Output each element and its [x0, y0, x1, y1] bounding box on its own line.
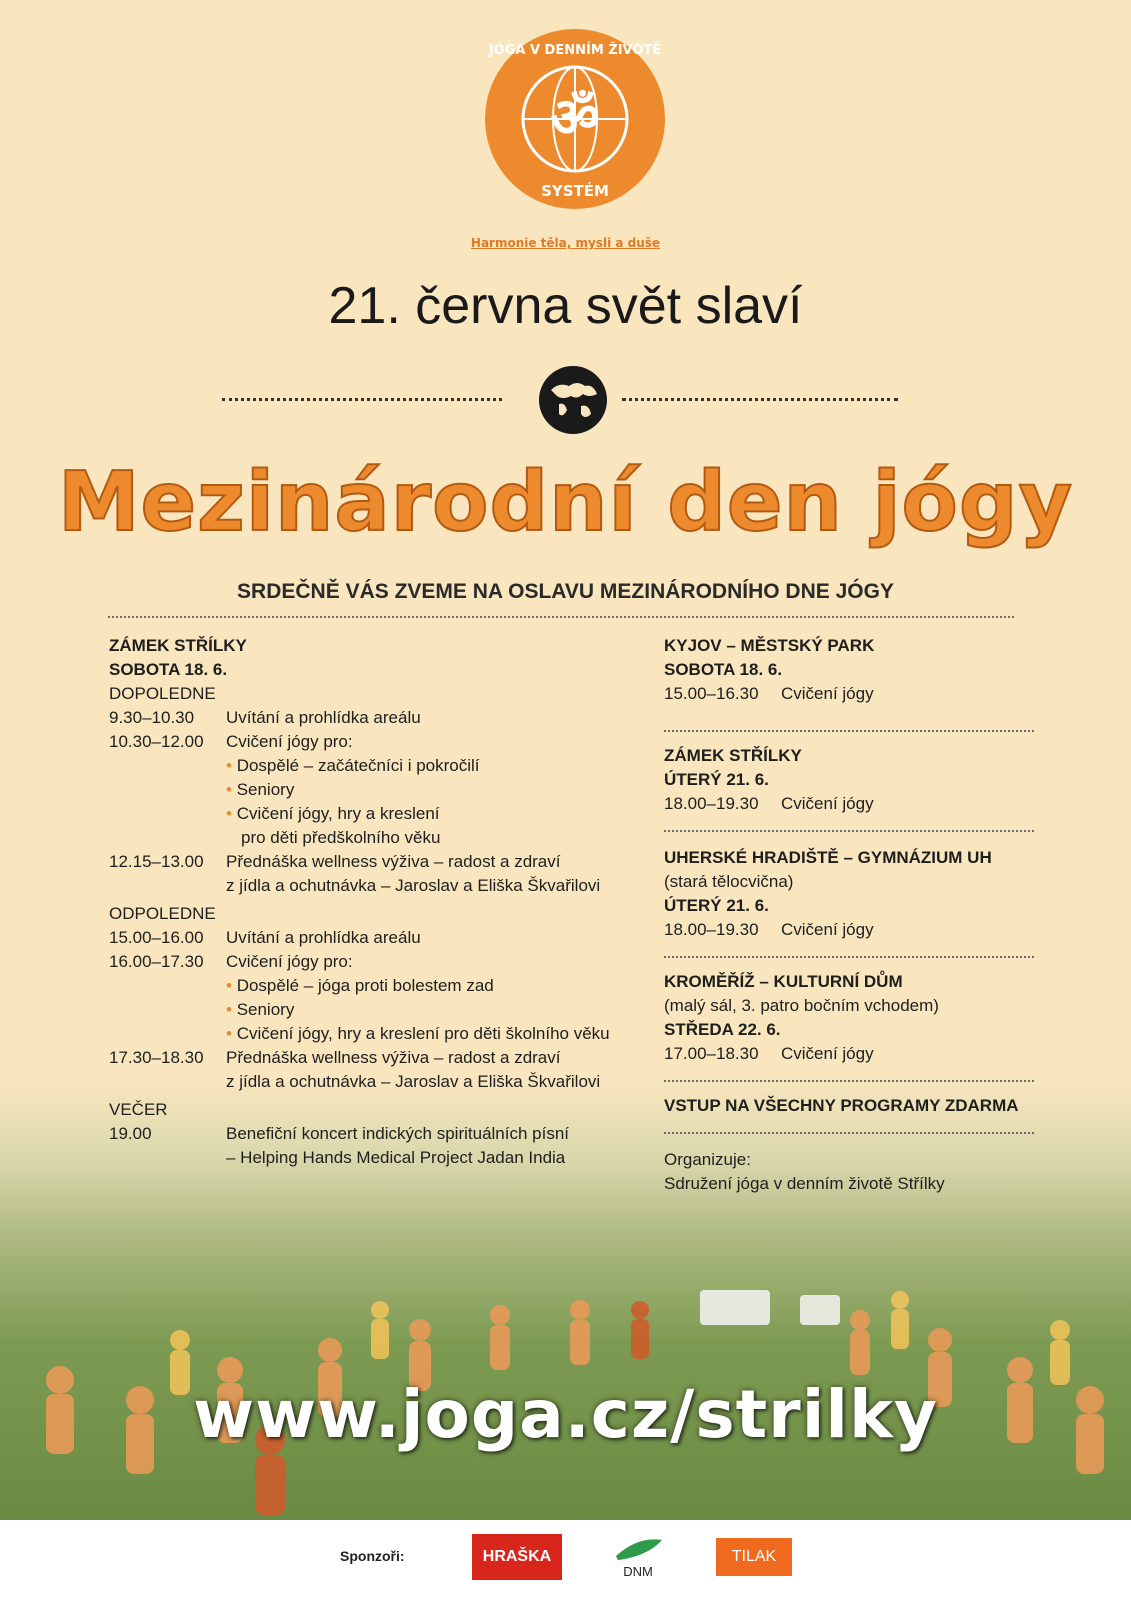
schedule-row — [109, 706, 639, 730]
separator — [664, 830, 1034, 832]
main-title: Mezinárodní den jógy — [57, 455, 1074, 550]
sponsor-tilak-logo: TILAK — [716, 1538, 792, 1576]
activity-text: Cvičení jógy — [781, 920, 874, 939]
website-url[interactable]: www.joga.cz/strilky — [193, 1376, 938, 1453]
globe-icon — [537, 364, 609, 436]
program-strilky-tuesday — [664, 744, 1034, 816]
time-slot: 15.00–16.30 — [664, 684, 759, 703]
sponsors-label: Sponzoři: — [340, 1548, 405, 1564]
bullet-item: • Seniory — [109, 998, 639, 1022]
activity-text: Uvítání a prohlídka areálu — [226, 708, 421, 727]
tagline: Harmonie těla, mysli a duše — [470, 236, 661, 250]
event-day: SOBOTA 18. 6. — [664, 660, 783, 679]
sponsor-dnm-logo — [608, 1534, 668, 1580]
schedule-continuation: – Helping Hands Medical Project Jadan India — [226, 1148, 566, 1167]
time-slot: 10.30–12.00 — [109, 732, 204, 751]
organizer-name: Sdružení jóga v denním životě Střílky — [664, 1174, 945, 1193]
venue-name: KROMĚŘÍŽ – KULTURNÍ DŮM — [664, 972, 903, 991]
svg-text:DNM: DNM — [623, 1564, 653, 1579]
time-slot: 15.00–16.00 — [109, 928, 204, 947]
svg-text:ॐ: ॐ — [550, 86, 600, 149]
bullet-item: • Dospělé – začátečníci i pokročilí — [109, 754, 639, 778]
schedule-row — [109, 950, 639, 974]
invitation-text: SRDEČNĚ VÁS ZVEME NA OSLAVU MEZINÁRODNÍHO DNE JÓGY — [237, 580, 894, 603]
time-slot: 9.30–10.30 — [109, 708, 195, 727]
activity-text: Cvičení jógy pro: — [226, 732, 353, 751]
separator — [108, 616, 1014, 618]
bullet-item: • Dospělé – jóga proti bolestem zad — [109, 974, 639, 998]
svg-text:SYSTÉM: SYSTÉM — [541, 182, 609, 200]
venue-name: ZÁMEK STŘÍLKY — [664, 746, 802, 765]
organizer-label: Organizuje: — [664, 1150, 751, 1169]
time-slot: 18.00–19.30 — [664, 794, 759, 813]
venue-name: ZÁMEK STŘÍLKY — [109, 636, 247, 655]
schedule-row — [664, 682, 1034, 706]
time-slot: 19.00 — [109, 1124, 152, 1143]
schedule-row — [664, 792, 1034, 816]
morning-label: DOPOLEDNE — [109, 684, 216, 703]
bullet-item: • Seniory — [109, 778, 639, 802]
sponsor-band — [0, 1520, 1131, 1600]
activity-text: Uvítání a prohlídka areálu — [226, 928, 421, 947]
divider-right — [622, 398, 898, 401]
evening-label: VEČER — [109, 1100, 168, 1119]
program-strilky — [109, 634, 639, 1170]
time-slot: 12.15–13.00 — [109, 852, 204, 871]
sponsor-hraska-logo: HRAŠKA — [472, 1534, 562, 1580]
venue-note: (stará tělocvična) — [664, 872, 794, 891]
time-slot: 18.00–19.30 — [664, 920, 759, 939]
venue-note: (malý sál, 3. patro bočním vchodem) — [664, 996, 939, 1015]
schedule-row — [664, 918, 1044, 942]
schedule-row — [109, 1046, 639, 1070]
schedule-row — [109, 1122, 639, 1146]
time-slot: 17.00–18.30 — [664, 1044, 759, 1063]
schedule-row — [109, 730, 639, 754]
bullet-item: • Cvičení jógy, hry a kreslení — [109, 802, 639, 826]
activity-text: Cvičení jógy — [781, 684, 874, 703]
bullet-continuation: pro děti předškolního věku — [241, 828, 441, 847]
activity-text: Přednáška wellness výživa – radost a zdraví — [226, 1048, 561, 1067]
venue-name: KYJOV – MĚSTSKÝ PARK — [664, 636, 875, 655]
yoga-crowd-illustration — [0, 1200, 1131, 1520]
divider-left — [222, 398, 502, 401]
activity-text: Cvičení jógy — [781, 794, 874, 813]
separator — [664, 1132, 1034, 1134]
schedule-row — [664, 1042, 1044, 1066]
bullet-item: • Cvičení jógy, hry a kreslení pro děti školního věku — [109, 1022, 639, 1046]
time-slot: 17.30–18.30 — [109, 1048, 204, 1067]
program-uherske-hradiste — [664, 846, 1044, 942]
program-kromeriz — [664, 970, 1044, 1066]
event-day: ÚTERÝ 21. 6. — [664, 770, 769, 789]
yoga-in-daily-life-logo — [480, 24, 670, 214]
schedule-row — [109, 850, 639, 874]
schedule-continuation: z jídla a ochutnávka – Jaroslav a Eliška Škvařilovi — [226, 876, 601, 895]
event-day: SOBOTA 18. 6. — [109, 660, 228, 679]
activity-text: Benefiční koncert indických spirituálních písní — [226, 1124, 570, 1143]
afternoon-label: ODPOLEDNE — [109, 904, 216, 923]
schedule-continuation: z jídla a ochutnávka – Jaroslav a Eliška Škvařilovi — [226, 1072, 601, 1091]
separator — [664, 1080, 1034, 1082]
time-slot: 16.00–17.30 — [109, 952, 204, 971]
venue-name: UHERSKÉ HRADIŠTĚ – GYMNÁZIUM UH — [664, 848, 992, 867]
activity-text: Přednáška wellness výživa – radost a zdraví — [226, 852, 561, 871]
separator — [664, 956, 1034, 958]
activity-text: Cvičení jógy — [781, 1044, 874, 1063]
event-day: ÚTERÝ 21. 6. — [664, 896, 769, 915]
date-title: 21. června svět slaví — [328, 277, 803, 335]
event-day: STŘEDA 22. 6. — [664, 1020, 781, 1039]
svg-text:JÓGA V DENNÍM ŽIVOTĚ: JÓGA V DENNÍM ŽIVOTĚ — [488, 43, 662, 58]
activity-text: Cvičení jógy pro: — [226, 952, 353, 971]
free-entry-text: VSTUP NA VŠECHNY PROGRAMY ZDARMA — [664, 1096, 1019, 1115]
schedule-row — [109, 926, 639, 950]
free-entry — [664, 1094, 1044, 1118]
organizer — [664, 1148, 1044, 1196]
program-other-venues — [664, 634, 1034, 706]
separator — [664, 730, 1034, 732]
